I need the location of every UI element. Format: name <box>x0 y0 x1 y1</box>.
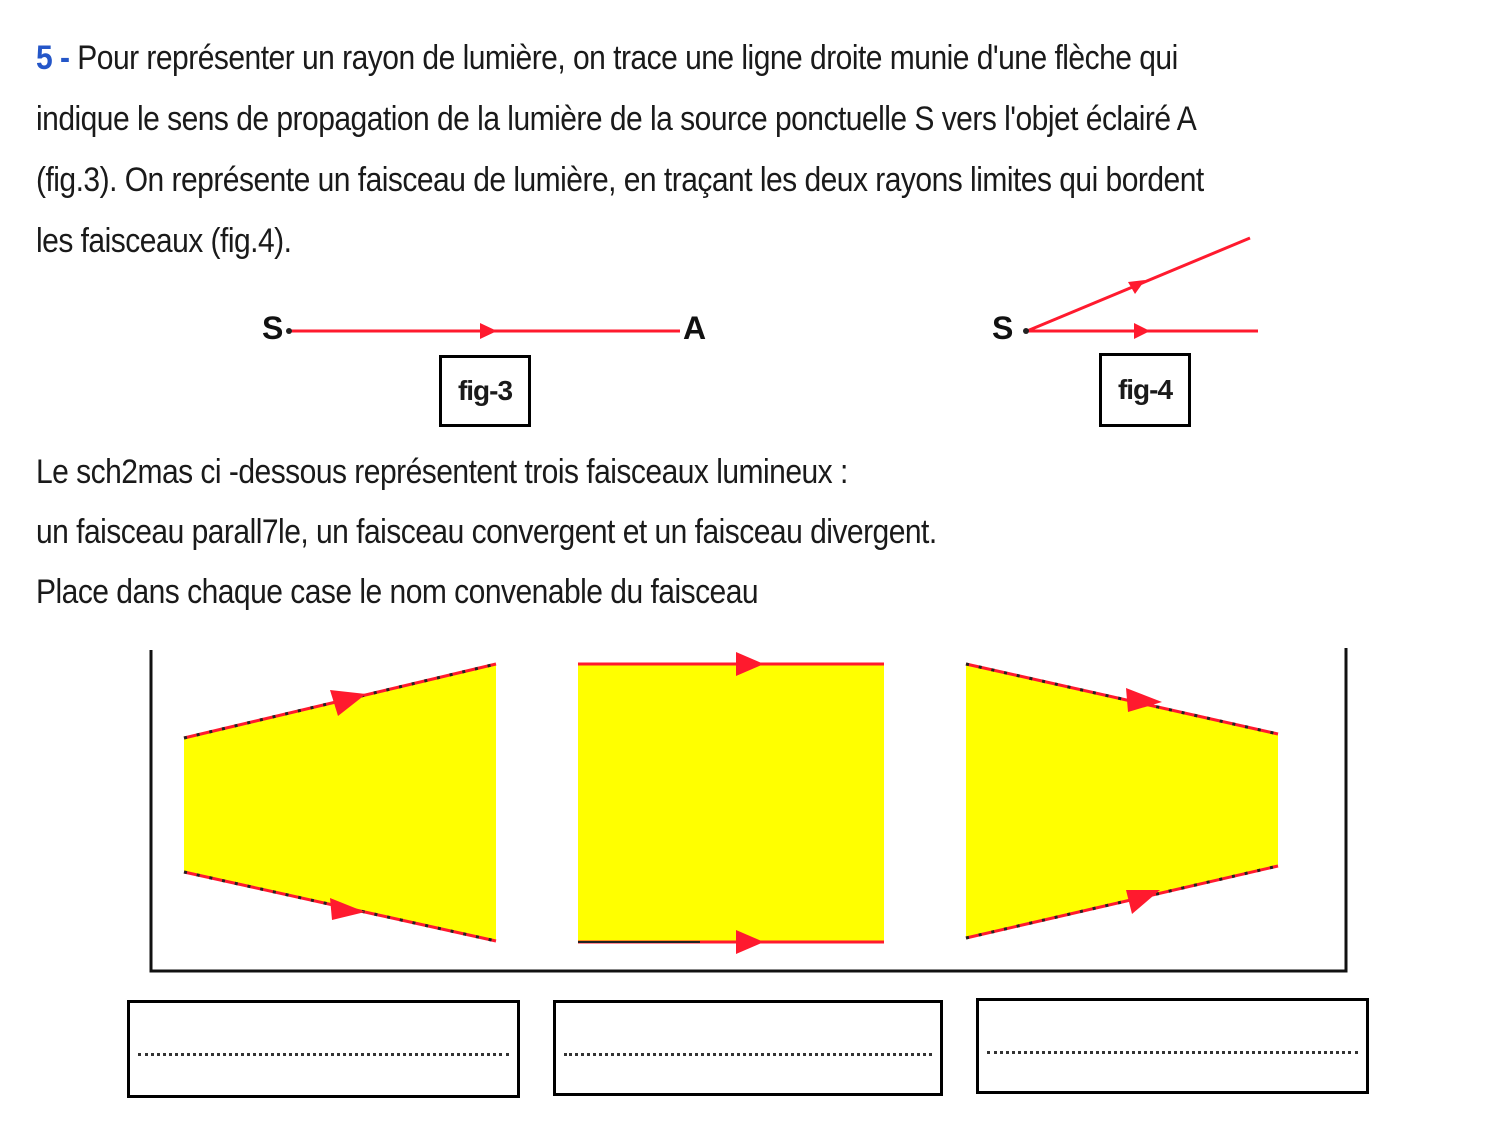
intro-line-4: les faisceaux (fig.4). <box>36 222 292 260</box>
answer-box-1[interactable] <box>127 1000 520 1098</box>
fig3-object-label: A <box>683 310 707 346</box>
intro-line-2: indique le sens de propagation de la lumière de la source ponctuelle S vers l'objet éclairé A <box>36 100 1197 138</box>
beam-diagram-2 <box>578 652 884 954</box>
fig4-source-label: S <box>992 310 1014 346</box>
fig3-caption: fig-3 <box>439 355 531 427</box>
fig4-rays <box>1023 238 1258 339</box>
instruction-line-3: Place dans chaque case le nom convenable du faisceau <box>36 573 759 611</box>
question-number: 5 - <box>36 39 70 77</box>
fig3-ray <box>286 323 680 339</box>
beam-diagram-3 <box>966 664 1278 938</box>
answer-box-3[interactable] <box>976 998 1369 1094</box>
answer-box-2[interactable] <box>553 1000 943 1096</box>
beam-diagram-1 <box>184 664 496 941</box>
instruction-line-1: Le sch2mas ci -dessous représentent trois faisceaux lumineux : <box>36 453 848 491</box>
beam3-lower-arrow-icon <box>1126 890 1160 914</box>
answer-3-dotted-line <box>987 1051 1358 1054</box>
fig4-lower-arrow-icon <box>1134 323 1150 339</box>
fig3-source-label: S <box>262 310 284 346</box>
instruction-line-2: un faisceau parall7le, un faisceau convergent et un faisceau divergent. <box>36 513 937 551</box>
intro-text-1: Pour représenter un rayon de lumière, on trace une ligne droite munie d'une flèche qui <box>69 39 1178 77</box>
instructions <box>36 442 937 622</box>
fig3-arrow-icon <box>480 323 497 339</box>
intro-line-3: (fig.3). On représente un faisceau de lumière, en traçant les deux rayons limites qui bordent <box>36 161 1204 199</box>
answer-2-dotted-line <box>564 1053 932 1056</box>
fig4-caption: fig-4 <box>1099 353 1191 427</box>
answer-1-dotted-line <box>138 1053 509 1056</box>
